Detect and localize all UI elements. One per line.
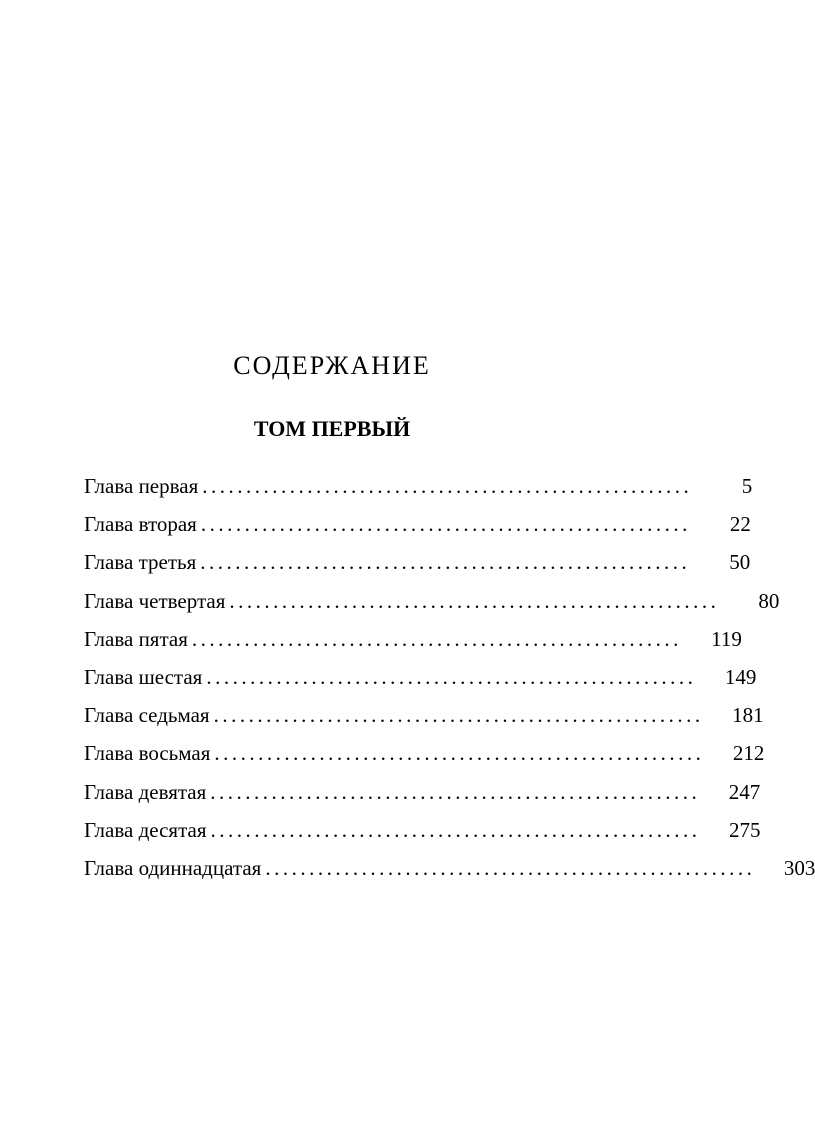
toc-entry-page: 247: [728, 779, 761, 804]
toc-entry-title: Глава одиннадцатая: [84, 855, 262, 880]
dot-leader: ........................................................: [206, 664, 697, 689]
contents-heading: СОДЕРЖАНИЕ: [233, 351, 431, 380]
toc-entry-page: 181: [732, 703, 764, 728]
toc-entry-title: Глава вторая: [84, 512, 197, 537]
toc-entry: [84, 736, 765, 774]
toc-entry-title: Глава седьмая: [84, 703, 210, 728]
toc-entry: [84, 698, 764, 736]
dot-leader: ........................................................: [229, 588, 720, 613]
toc-entry: [84, 584, 780, 622]
toc-entry-title: Глава десятая: [84, 817, 207, 842]
toc-entry: [84, 813, 761, 851]
toc-entry: [84, 775, 761, 813]
dot-leader: ........................................................: [214, 741, 705, 766]
dot-leader: ........................................................: [202, 474, 693, 498]
toc-entry-page: 303: [783, 855, 815, 880]
toc-entry: [84, 622, 742, 660]
toc-entry-page: 275: [729, 817, 761, 842]
toc-entry-title: Глава пятая: [84, 626, 188, 651]
toc-entry-page: 119: [711, 626, 742, 651]
dot-leader: ........................................................: [210, 779, 701, 804]
toc-entry-title: Глава девятая: [84, 779, 207, 804]
dot-leader: ........................................................: [210, 817, 701, 842]
dot-leader: ........................................................: [191, 626, 682, 651]
toc-entry-page: 212: [732, 741, 765, 766]
toc-entry-page: 22: [729, 512, 751, 537]
dot-leader: ........................................................: [200, 550, 691, 575]
dot-leader: ........................................................: [200, 512, 691, 537]
toc-entry: [84, 660, 757, 698]
toc-entry: [84, 507, 751, 545]
toc-entry-title: Глава третья: [84, 550, 197, 575]
toc-entry: [84, 851, 815, 889]
dot-leader: ........................................................: [213, 703, 704, 728]
toc-entry: [84, 469, 753, 507]
toc-entry-title: Глава первая: [84, 474, 199, 498]
table-of-contents: [84, 469, 815, 889]
toc-entry-page: 5: [741, 474, 753, 498]
dot-leader: ........................................................: [265, 855, 756, 880]
toc-entry-title: Глава шестая: [84, 664, 203, 689]
toc-entry: [84, 545, 751, 583]
volume-heading: ТОМ ПЕРВЫЙ: [253, 416, 411, 441]
toc-entry-page: 149: [724, 664, 757, 689]
toc-entry-page: 50: [729, 550, 751, 575]
toc-entry-page: 80: [758, 588, 780, 613]
toc-entry-title: Глава четвертая: [84, 588, 226, 613]
toc-entry-title: Глава восьмая: [84, 741, 211, 766]
